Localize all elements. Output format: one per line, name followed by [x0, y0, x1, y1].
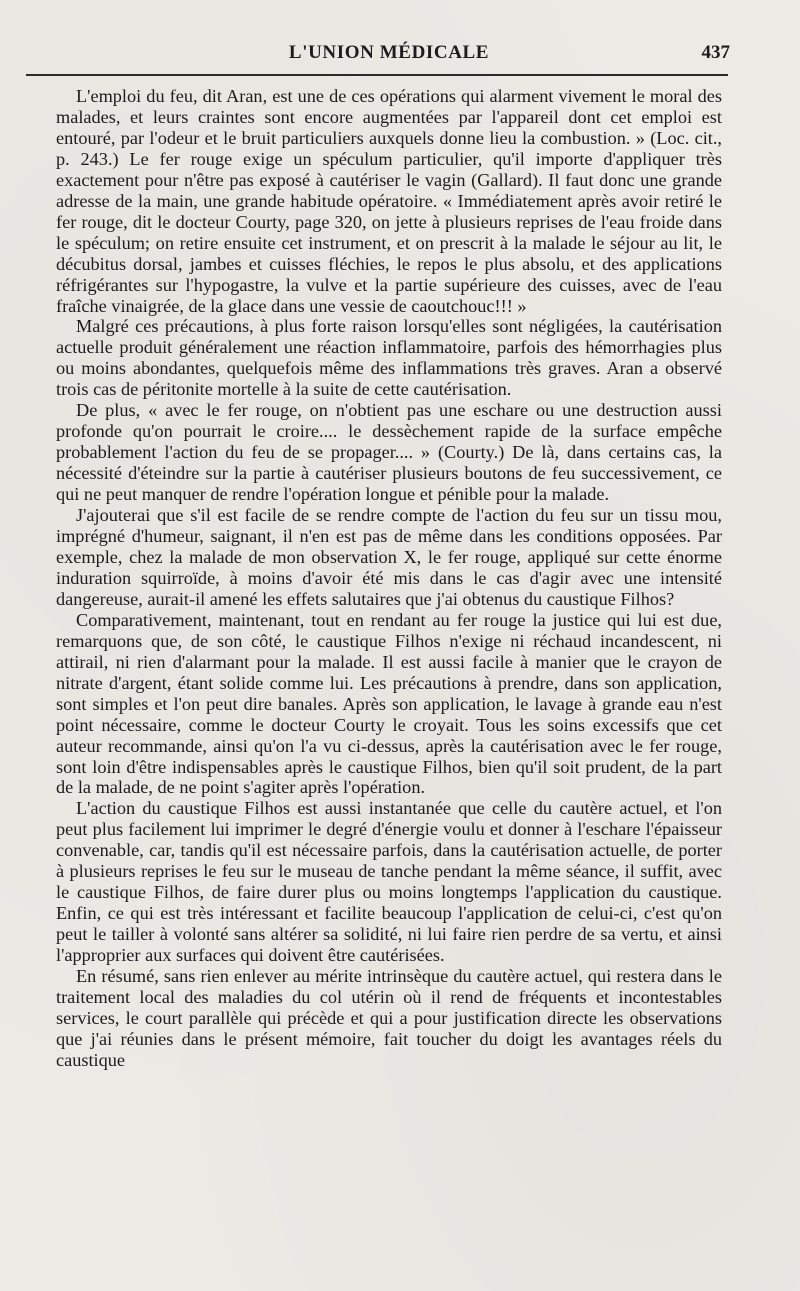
paragraph-7: En résumé, sans rien enlever au mérite intrinsèque du cautère actuel, qui restera dans le traitement local des maladies du col utérin où il rend de fréquents et incontestables services, le court parallèle qui précède et qui a pour justification directe les observations que j'ai réunies dans le présent mémoire, fait toucher du doigt les avantages réels du caustique — [56, 966, 722, 1070]
running-title: L'UNION MÉDICALE — [288, 42, 490, 63]
paragraph-2: Malgré ces précautions, à plus forte raison lorsqu'elles sont négligées, la cautérisation actuelle produit généralement une réaction inflammatoire, parfois des hémorrhagies plus ou moins abondantes, quelquefois même des inflammations très graves. Aran a observé trois cas de péritonite mortelle à la suite de cette cautérisation. — [56, 316, 722, 400]
page-number: 437 — [701, 42, 730, 63]
paragraph-5: Comparativement, maintenant, tout en rendant au fer rouge la justice qui lui est due, remarquons que, de son côté, le caustique Filhos n'exige ni réchaud incandescent, ni attirail, ni rien d'alarmant pour la malade. Il est aussi facile à manier que le crayon de nitrate d'argent, étant solide comme lui. Les précautions à prendre, dans son application, sont simples et l'on peut dire banales. Après son application, le lavage à grande eau n'est point nécessaire, comme le docteur Courty le croyait. Tous les soins excessifs que cet auteur recommande, ainsi qu'on l'a vu ci-dessus, après la cautérisation avec le fer rouge, sont loin d'être indispensables après le caustique Filhos, bien qu'il soit prudent, de la part de la malade, de ne point s'agiter après l'opération. — [56, 609, 722, 798]
header-rule — [26, 74, 728, 76]
paragraph-6: L'action du caustique Filhos est aussi instantanée que celle du cautère actuel, et l'on peut plus facilement lui imprimer le degré d'énergie voulu et donner à l'eschare l'épaisseur convenable, car, tandis qu'il est nécessaire parfois, dans la cautérisation actuelle, de porter à plusieurs reprises le feu sur le museau de tanche pendant la même séance, il suffit, avec le caustique Filhos, de faire durer plus ou moins longtemps l'application du caustique. Enfin, ce qui est très intéressant et facilite beaucoup l'application de celui-ci, c'est qu'on peut le tailler à volonté sans altérer sa solidité, ni lui faire rien perdre de sa vertu, et ainsi l'approprier aux surfaces qui doivent être cautérisées. — [56, 798, 722, 966]
paragraph-1: L'emploi du feu, dit Aran, est une de ces opérations qui alarment vivement le moral des malades, et leurs craintes sont encore augmentées par l'appareil dont cet emploi est entouré, par l'odeur et le bruit particuliers auxquels donne lieu la combustion. » (Loc. cit., p. 243.) Le fer rouge exige un spéculum particulier, qu'il importe d'appliquer très exactement pour n'être pas exposé à cautériser le vagin (Gallard). Il faut donc une grande adresse de la main, une grande habitude opératoire. « Immédiatement après avoir retiré le fer rouge, dit le docteur Courty, page 320, on jette à plusieurs reprises de l'eau froide dans le spéculum; on retire ensuite cet instrument, et on prescrit à la malade le séjour au lit, le décubitus dorsal, jambes et cuisses fléchies, le repos le plus absolu, et des applications réfrigérantes sur l'hypogastre, la vulve et la partie supérieure des cuisses, avec de l'eau fraîche vinaigrée, de la glace dans une vessie de caoutchouc!!! » — [56, 86, 722, 316]
page-header — [56, 34, 730, 70]
paragraph-3: De plus, « avec le fer rouge, on n'obtient pas une eschare ou une destruction aussi profonde qu'on pourrait le croire.... le dessèchement rapide de la surface empêche probablement l'action du feu de se propager.... » (Courty.) De là, dans certains cas, la nécessité d'éteindre sur la partie à cautériser plusieurs boutons de feu successivement, ce qui ne peut manquer de rendre l'opération longue et pénible pour la malade. — [56, 400, 722, 505]
body-text — [56, 86, 722, 1071]
paragraph-4: J'ajouterai que s'il est facile de se rendre compte de l'action du feu sur un tissu mou, imprégné d'humeur, saignant, il n'en est pas de même dans les conditions opposées. Par exemple, chez la malade de mon observation X, le fer rouge, appliqué sur cette énorme induration squirroïde, à moins d'avoir été mis dans le cas d'agir avec une intensité dangereuse, aurait-il amené les effets salutaires que j'ai obtenus du caustique Filhos? — [56, 505, 722, 609]
